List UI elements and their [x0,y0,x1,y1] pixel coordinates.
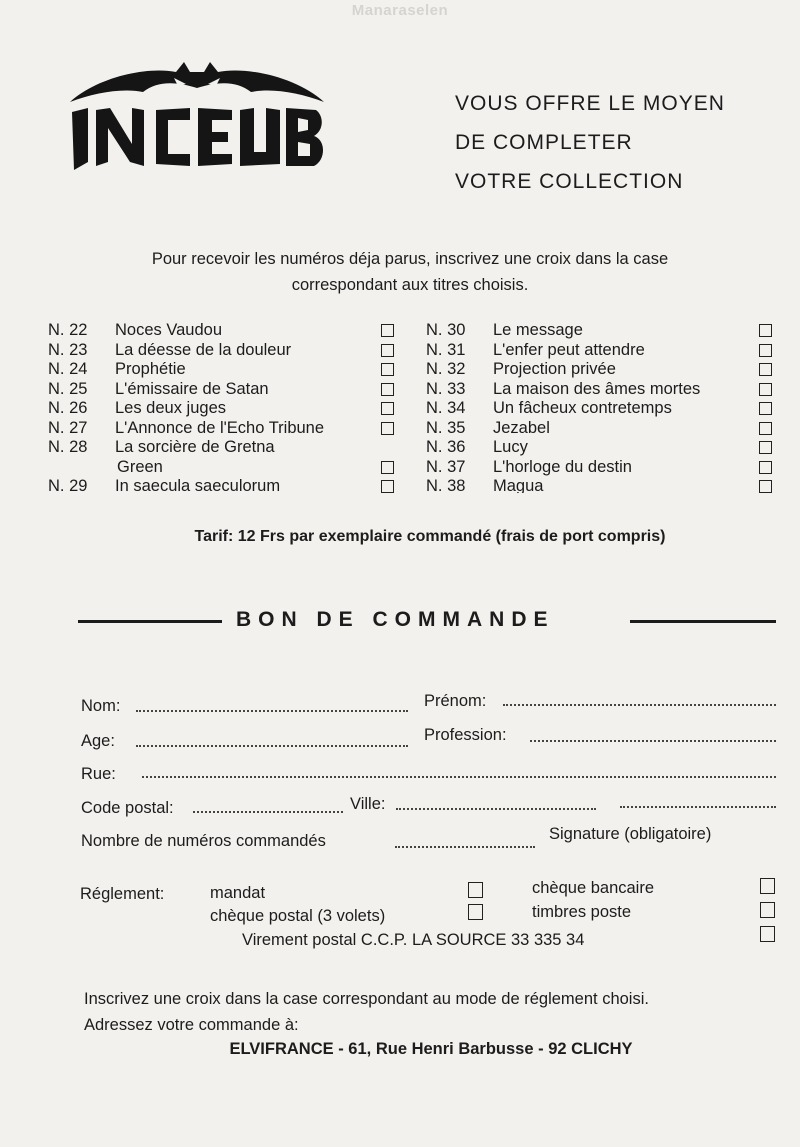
issue-number: N. 37 [426,457,466,476]
virement-label: Virement postal C.C.P. LA SOURCE 33 335 34 [242,931,585,949]
titles-right-column [426,321,776,493]
issue-title: Projection privée [493,360,616,378]
issue-title: L'horloge du destin [493,457,632,476]
issue-number: N. 25 [48,379,88,398]
title-row [426,438,776,458]
issue-title: Noces Vaudou [115,321,223,339]
issue-number: N. 30 [426,321,466,339]
profession-field[interactable] [530,740,776,742]
cheque-bancaire-label: chèque bancaire [532,879,655,897]
title-row [426,458,776,478]
tagline-line-2: DE COMPLETER [455,131,633,154]
issue-title: Les deux juges [115,399,226,417]
issue-checkbox[interactable] [759,363,772,376]
title-row [48,341,398,361]
title-row [426,380,776,400]
issue-checkbox[interactable] [759,441,772,454]
watermark: Manaraselen [351,2,449,19]
nombre-label: Nombre de numéros commandés [81,832,326,850]
issue-title: Jezabel [493,418,550,437]
age-field[interactable] [136,745,408,747]
intro-line-2: correspondant aux titres choisis. [291,276,529,294]
title-row [48,477,398,493]
instruction-line-1: Inscrivez une croix dans la case correspondant au mode de réglement choisi. [84,990,649,1008]
issue-checkbox[interactable] [759,324,772,337]
issue-checkbox[interactable] [381,363,394,376]
issue-title: Le message [493,321,583,339]
age-label: Age: [81,732,115,750]
issue-checkbox[interactable] [381,422,394,435]
issue-checkbox[interactable] [759,402,772,415]
issue-number: N. 29 [48,477,88,493]
mandat-checkbox[interactable] [468,882,483,898]
issue-number: N. 35 [426,418,466,437]
issue-title-continued: Green [117,457,163,476]
issue-checkbox[interactable] [381,344,394,357]
profession-label: Profession: [424,726,507,744]
issue-title: In saecula saeculorum [115,477,281,493]
issue-number: N. 32 [426,360,466,378]
nom-label: Nom: [81,697,121,715]
issue-number: N. 26 [48,399,88,417]
issue-checkbox[interactable] [759,383,772,396]
issue-title: L'émissaire de Satan [115,379,269,398]
tagline-line-3: VOTRE COLLECTION [455,170,684,193]
title-row [48,438,398,458]
prenom-field[interactable] [503,704,776,706]
rue-label: Rue: [81,765,116,783]
issue-checkbox[interactable] [381,383,394,396]
incube-logo [66,58,328,178]
title-row [426,321,776,341]
order-form-title: BON DE COMMANDE [236,608,555,631]
timbres-checkbox[interactable] [760,902,775,918]
signature-label: Signature (obligatoire) [549,825,712,843]
ville-label: Ville: [350,795,386,813]
issue-number: N. 36 [426,438,466,456]
divider-right [630,620,776,623]
prenom-label: Prénom: [424,692,487,710]
nom-field[interactable] [136,710,408,712]
ville-field[interactable] [396,808,596,810]
publisher-address: ELVIFRANCE - 61, Rue Henri Barbusse - 92 CLICHY [229,1040,633,1058]
titles-left-column [48,321,398,493]
issue-title: La maison des âmes mortes [493,379,701,398]
intro-line-1: Pour recevoir les numéros déja parus, inscrivez une croix dans la case [151,250,669,268]
title-row [48,380,398,400]
issue-checkbox[interactable] [381,402,394,415]
title-row [426,341,776,361]
tagline [455,84,725,201]
issue-title: L'Annonce de l'Echo Tribune [115,418,325,437]
title-row [426,477,776,493]
issue-checkbox[interactable] [381,461,394,474]
issue-number: N. 33 [426,379,466,398]
ville-field-extra[interactable] [620,806,776,808]
cheque-postal-checkbox[interactable] [468,904,483,920]
issue-title: La sorcière de Gretna [115,438,275,456]
code-postal-label: Code postal: [81,799,174,817]
cheque-postal-label: chèque postal (3 volets) [210,907,386,925]
reglement-label: Réglement: [80,885,165,903]
issue-checkbox[interactable] [759,422,772,435]
issue-title: L'enfer peut attendre [493,340,645,359]
nombre-field[interactable] [395,846,535,848]
issue-number: N. 28 [48,438,88,456]
instruction-line-2: Adressez votre commande à: [84,1016,299,1034]
divider-left [78,620,222,623]
issue-checkbox[interactable] [759,480,772,493]
issue-checkbox[interactable] [759,344,772,357]
issue-number: N. 24 [48,360,88,378]
tagline-line-1: VOUS OFFRE LE MOYEN [455,92,725,115]
issue-checkbox[interactable] [381,324,394,337]
mandat-label: mandat [210,884,266,902]
timbres-label: timbres poste [532,903,632,921]
issue-title: La déesse de la douleur [115,340,292,359]
rue-field[interactable] [142,776,776,778]
title-row [48,321,398,341]
title-row [48,399,398,419]
issue-number: N. 38 [426,477,466,493]
issue-number: N. 23 [48,340,88,359]
title-row [48,419,398,439]
issue-number: N. 31 [426,340,466,359]
issue-number: N. 22 [48,321,88,339]
issue-title: Lucy [493,438,528,456]
title-row [426,419,776,439]
issue-title: Magua [493,477,544,493]
issue-title: Un fâcheux contretemps [493,399,672,417]
title-row [426,399,776,419]
title-row-continued [48,458,398,478]
virement-checkbox[interactable] [760,926,775,942]
title-row [426,360,776,380]
code-postal-field[interactable] [193,811,343,813]
tarif-text: Tarif: 12 Frs par exemplaire commandé (frais de port compris) [194,528,666,545]
issue-title: Prophétie [115,360,186,378]
instructions [84,986,649,1038]
title-row [48,360,398,380]
issue-checkbox[interactable] [381,480,394,493]
intro-text [40,246,780,298]
issue-number: N. 34 [426,399,466,417]
issue-number: N. 27 [48,418,88,437]
issue-checkbox[interactable] [759,461,772,474]
cheque-bancaire-checkbox[interactable] [760,878,775,894]
